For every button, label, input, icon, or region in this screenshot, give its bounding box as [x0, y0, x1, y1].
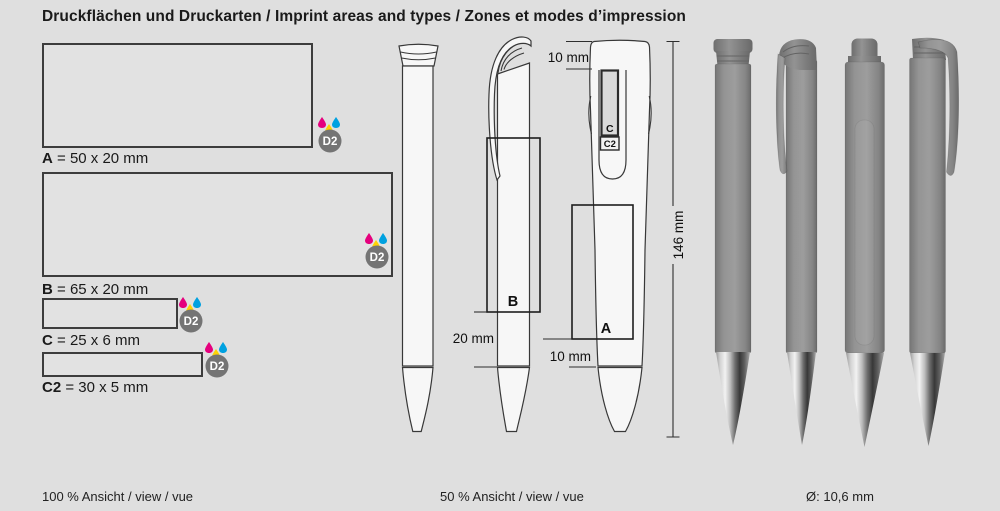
- photo-pen-front-view: [845, 39, 885, 448]
- dim-146mm-label: 146 mm: [671, 210, 686, 260]
- photo-pen-back-view: [714, 39, 753, 445]
- d2-badge-text: D2: [322, 136, 338, 148]
- area-c-letter: C: [42, 332, 53, 349]
- area-c-dims: = 25 x 6 mm: [52, 332, 140, 349]
- line-pen-side-view: [489, 37, 531, 432]
- pen-push-button: [399, 44, 438, 66]
- pen-barrel: [403, 66, 434, 366]
- dim-20mm-label: 20 mm: [452, 331, 494, 346]
- cyan-drop-icon: [219, 342, 227, 353]
- area-b-dims: = 65 x 20 mm: [52, 281, 149, 298]
- magenta-drop-icon: [318, 117, 326, 128]
- caption-100-percent: 100 % Ansicht / view / vue: [42, 489, 194, 504]
- d2-badge-text: D2: [209, 361, 225, 373]
- magenta-drop-icon: [205, 342, 213, 353]
- zone-b-letter: B: [507, 294, 519, 310]
- photo-pen-side-view: [776, 39, 817, 445]
- zone-c-letter: C: [606, 123, 614, 135]
- pen-clip: [776, 54, 787, 174]
- line-pen-front-view: [589, 40, 651, 431]
- pen-line-drawing-diagram: [380, 28, 700, 460]
- area-c2-letter: C2: [42, 379, 62, 396]
- pen-tip-cone: [498, 368, 530, 432]
- d2-badge-c2: [201, 339, 233, 381]
- dim-10mm-bottom-label: 10 mm: [549, 349, 591, 364]
- magenta-drop-icon: [365, 233, 373, 244]
- caption-diameter: Ø: 10,6 mm: [806, 489, 874, 504]
- caption-50-percent: 50 % Ansicht / view / vue: [440, 489, 584, 504]
- imprint-area-c-label: [42, 332, 140, 349]
- imprint-area-c2-rect: [42, 352, 203, 377]
- line-pen-back-view: [399, 44, 438, 431]
- imprint-area-a-label: [42, 150, 148, 167]
- pen-tip-cone: [598, 368, 642, 432]
- pen-barrel: [786, 60, 817, 353]
- page-title: Druckflächen und Druckarten / Imprint areas and types / Zones et modes d’impression: [42, 8, 686, 25]
- imprint-area-c2-label: [42, 379, 148, 396]
- pen-barrel: [715, 64, 751, 353]
- pen-barrel: [498, 63, 530, 366]
- cyan-drop-icon: [332, 117, 340, 128]
- area-a-letter: A: [42, 150, 53, 167]
- pen-photo-renders: [700, 28, 990, 460]
- pen-barrel: [910, 58, 946, 353]
- pen-cap: [714, 39, 753, 53]
- metal-tip: [787, 352, 816, 445]
- zone-a-letter: A: [600, 321, 612, 337]
- dim-10mm-top-label: 10 mm: [547, 50, 589, 65]
- d2-badge-text: D2: [183, 316, 199, 328]
- d2-badge-a: [314, 114, 346, 156]
- photo-pen-angled-view: [910, 38, 959, 446]
- metal-tip: [910, 353, 945, 446]
- imprint-area-c-rect: [42, 298, 178, 329]
- barrel-panel-seam: [855, 120, 874, 345]
- imprint-area-b-label: [42, 281, 148, 298]
- imprint-area-a-rect: [42, 43, 313, 148]
- pen-tip-cone: [403, 368, 434, 432]
- magenta-drop-icon: [179, 297, 187, 308]
- metal-tip: [716, 352, 750, 445]
- area-a-dims: = 50 x 20 mm: [52, 150, 149, 167]
- metal-tip: [846, 353, 884, 447]
- zone-c2-letter: C2: [603, 139, 616, 150]
- area-b-letter: B: [42, 281, 53, 298]
- imprint-area-b-rect: [42, 172, 393, 277]
- area-c2-dims: = 30 x 5 mm: [61, 379, 149, 396]
- d2-badge-text: D2: [369, 252, 385, 264]
- cyan-drop-icon: [193, 297, 201, 308]
- d2-badge-c: [175, 294, 207, 336]
